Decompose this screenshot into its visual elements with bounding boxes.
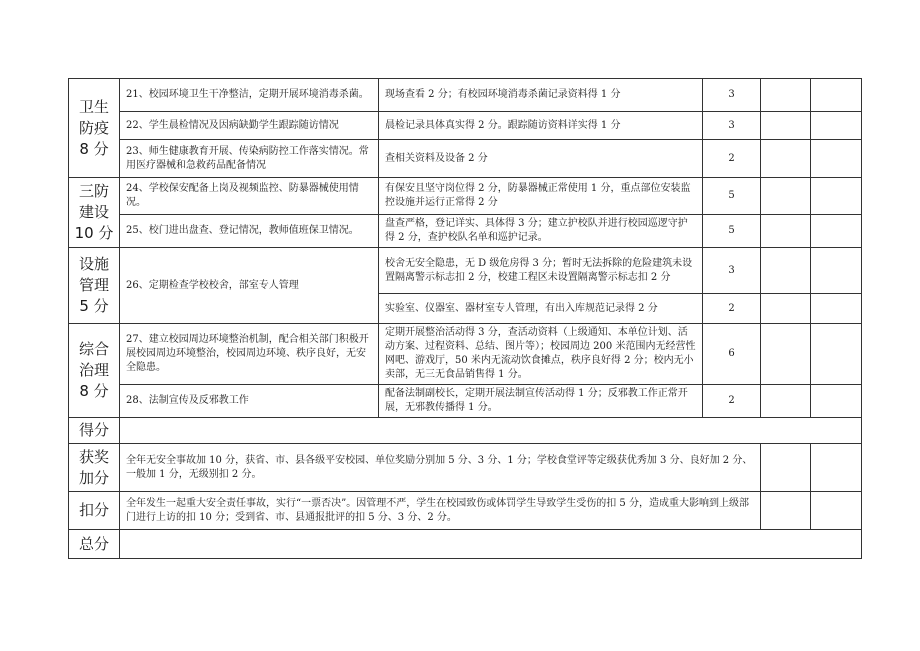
category-line: 获奖 — [78, 447, 109, 466]
table-row — [69, 324, 862, 385]
blank-cell — [761, 294, 811, 324]
standard-cell: 配备法制副校长，定期开展法制宣传活动得 1 分；反邪教工作正常开展，无邪教传播得 1 分。 — [379, 385, 703, 418]
category-cell — [69, 418, 120, 444]
category-line: 得分 — [78, 421, 109, 439]
standard-cell: 校舍无安全隐患，无 D 级危房得 3 分；暂时无法拆除的危险建筑未设置隔离警示标志扣 2 分，校建工程区未设置隔离警示标志扣 2 分 — [379, 248, 703, 294]
table-row — [69, 530, 862, 559]
blank-cell — [811, 248, 862, 294]
score-cell: 5 — [703, 215, 761, 248]
item-cell: 22、学生晨检情况及因病缺勤学生跟踪随访情况 — [120, 112, 379, 140]
blank-cell — [761, 178, 811, 215]
category-line: 5 分 — [79, 297, 109, 315]
blank-cell — [761, 444, 811, 492]
table-row — [69, 444, 862, 492]
blank-cell — [811, 112, 862, 140]
category-cell — [69, 530, 120, 559]
category-cell — [69, 248, 120, 324]
score-cell: 2 — [703, 385, 761, 418]
table-row — [69, 79, 862, 112]
blank-cell — [761, 215, 811, 248]
score-cell: 6 — [703, 324, 761, 385]
category-line: 10 分 — [74, 224, 114, 242]
blank-cell — [120, 418, 862, 444]
table-row — [69, 215, 862, 248]
table-row — [69, 418, 862, 444]
item-cell: 25、校门进出盘查、登记情况，教师值班保卫情况。 — [120, 215, 379, 248]
bonus-text-cell: 全年无安全事故加 10 分，获省、市、县各级平安校园、单位奖励分别加 5 分、3 分、1 分；学校食堂评等定级获优秀加 3 分、良好加 2 分、一般加 1 分，无级别扣 2 分。 — [120, 444, 761, 492]
score-cell: 3 — [703, 112, 761, 140]
standard-cell: 现场查看 2 分；有校园环境消毒杀菌记录资料得 1 分 — [379, 79, 703, 112]
category-line: 防疫 — [78, 118, 109, 137]
category-cell — [69, 324, 120, 418]
category-line: 治理 — [78, 361, 109, 379]
standard-cell: 定期开展整治活动得 3 分，查活动资料（上级通知、本单位计划、活动方案、过程资料、总结、图片等）；校园周边 200 米范围内无经营性网吧、游戏厅，50 米内无流动饮食摊点，秩序良好得 2 分；校内无小卖部，无三无食品销售得 1 分。 — [379, 324, 703, 385]
blank-cell — [761, 79, 811, 112]
category-line: 三防 — [78, 182, 109, 200]
blank-cell — [811, 178, 862, 215]
category-cell — [69, 79, 120, 178]
table-row — [69, 492, 862, 530]
item-cell: 23、师生健康教育开展、传染病防控工作落实情况。常用医疗器械和急救药品配备情况 — [120, 140, 379, 178]
category-line: 综合 — [78, 340, 109, 358]
category-line: 设施 — [78, 255, 109, 273]
table-row — [69, 140, 862, 178]
blank-cell — [811, 215, 862, 248]
score-cell: 3 — [703, 248, 761, 294]
score-cell: 2 — [703, 140, 761, 178]
blank-cell — [811, 294, 862, 324]
category-line: 加分 — [78, 468, 109, 487]
blank-cell — [761, 385, 811, 418]
blank-cell — [811, 79, 862, 112]
blank-cell — [761, 248, 811, 294]
category-line: 8 分 — [79, 139, 109, 158]
item-cell: 27、建立校园周边环境整治机制，配合相关部门积极开展校园周边环境整治，校园周边环境、秩序良好，无安全隐患。 — [120, 324, 379, 385]
blank-cell — [811, 140, 862, 178]
blank-cell — [761, 492, 811, 530]
blank-cell — [811, 385, 862, 418]
item-cell: 24、学校保安配备上岗及视频监控、防暴器械使用情况。 — [120, 178, 379, 215]
table-row — [69, 178, 862, 215]
table-row — [69, 385, 862, 418]
blank-cell — [761, 324, 811, 385]
table-row — [69, 248, 862, 294]
item-cell: 21、校园环境卫生干净整洁，定期开展环境消毒杀菌。 — [120, 79, 379, 112]
standard-cell: 实验室、仪器室、器材室专人管理，有出入库规范记录得 2 分 — [379, 294, 703, 324]
standard-cell: 盘查严格，登记详实、具体得 3 分；建立护校队并进行校园巡逻守护得 2 分，查护校队名单和巡护记录。 — [379, 215, 703, 248]
category-cell — [69, 178, 120, 248]
evaluation-table — [68, 78, 862, 559]
item-cell: 26、定期检查学校校舍，部室专人管理 — [120, 248, 379, 324]
category-cell — [69, 444, 120, 492]
category-line: 卫生 — [78, 97, 109, 116]
deduction-text-cell: 全年发生一起重大安全责任事故，实行“一票否决”。因管理不严，学生在校园致伤或体罚学生导致学生受伤的扣 5 分，造成重大影响到上级部门进行上访的扣 10 分；受到省、市、县通报批评的扣 5 分、3 分、2 分。 — [120, 492, 761, 530]
standard-cell: 查相关资料及设备 2 分 — [379, 140, 703, 178]
blank-cell — [811, 444, 862, 492]
standard-cell: 有保安且坚守岗位得 2 分，防暴器械正常使用 1 分，重点部位安装监控设施并运行正常得 2 分 — [379, 178, 703, 215]
item-cell: 28、法制宣传及反邪教工作 — [120, 385, 379, 418]
score-cell: 3 — [703, 79, 761, 112]
category-cell — [69, 492, 120, 530]
blank-cell — [761, 112, 811, 140]
blank-cell — [120, 530, 862, 559]
category-line: 扣分 — [78, 501, 109, 519]
blank-cell — [811, 324, 862, 385]
table-row — [69, 112, 862, 140]
category-line: 管理 — [78, 276, 109, 294]
category-line: 8 分 — [79, 382, 109, 400]
category-line: 建设 — [78, 203, 109, 221]
blank-cell — [761, 140, 811, 178]
standard-cell: 晨检记录具体真实得 2 分。跟踪随访资料详实得 1 分 — [379, 112, 703, 140]
blank-cell — [811, 492, 862, 530]
score-cell: 5 — [703, 178, 761, 215]
category-line: 总分 — [78, 534, 109, 553]
score-cell: 2 — [703, 294, 761, 324]
